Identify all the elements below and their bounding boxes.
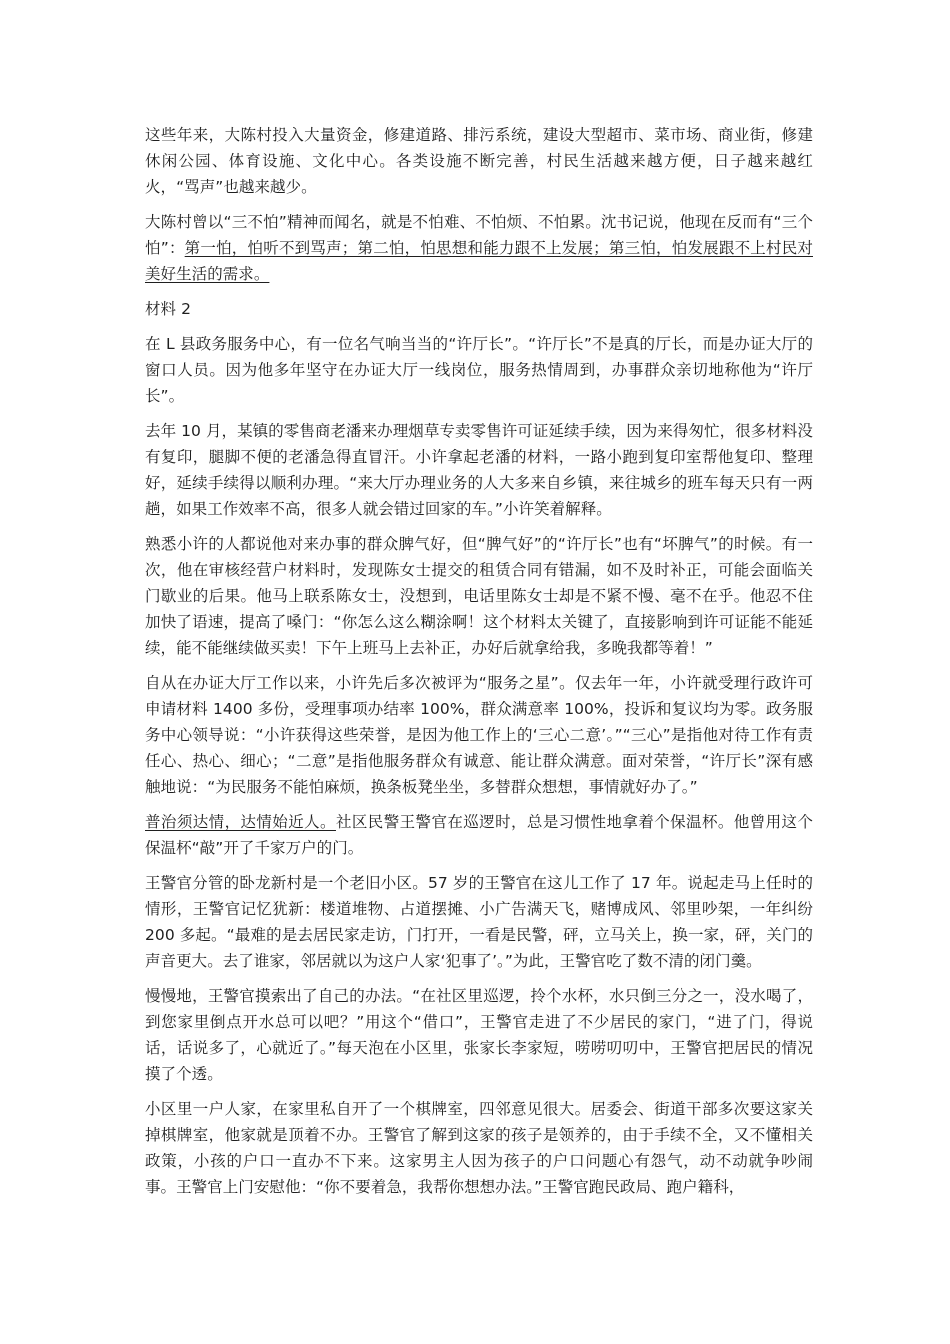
paragraph-2-underlined: 第一怕，怕听不到骂声；第二怕，怕思想和能力跟不上发展；第三怕，怕发展跟不上村民对美好生活的需求。: [145, 239, 813, 283]
paragraph-7-rest: 社区民警王警官在巡逻时，总是习惯性地拿着个保温杯。他曾用这个保温杯“敲”开了千家万户的门。: [145, 813, 813, 857]
paragraph-10: 小区里一户人家，在家里私自开了一个棋牌室，四邻意见很大。居委会、街道干部多次要这家关掉棋牌室，他家就是顶着不办。王警官了解到这家的孩子是领养的，由于手续不全，又不懂相关政策，小孩的户口一直办不下来。这家男主人因为孩子的户口问题心有怨气，动不动就争吵闹事。王警官上门安慰他：“你不要着急，我帮你想想办法。”王警官跑民政局、跑户籍科，: [145, 1100, 813, 1196]
paragraph-4: 去年 10 月，某镇的零售商老潘来办理烟草专卖零售许可证延续手续，因为来得匆忙，很多材料没有复印，腿脚不便的老潘急得直冒汗。小许拿起老潘的材料，一路小跑到复印室帮他复印、整理好，延续手续得以顺利办理。“来大厅办理业务的人大多来自乡镇，来往城乡的班车每天只有一两趟，如果工作效率不高，很多人就会错过回家的车。”小许笑着解释。: [145, 422, 813, 518]
paragraph-8: 王警官分管的卧龙新村是一个老旧小区。57 岁的王警官在这儿工作了 17 年。说起走马上任时的情形，王警官记忆犹新：楼道堆物、占道摆摊、小广告满天飞，赌博成风、邻里吵架，一年纠纷 200 多起。“最难的是去居民家走访，门打开，一看是民警，砰，立马关上，换一家，砰，关门的声音更大。去了谁家，邻居就以为这户人家‘犯事了’。”为此，王警官吃了数不清的闭门羹。: [145, 874, 813, 970]
section-title: 材料 2: [145, 300, 191, 318]
paragraph-3: 在 L 县政务服务中心，有一位名气响当当的“许厅长”。“许厅长”不是真的厅长，而是办证大厅的窗口人员。因为他多年坚守在办证大厅一线岗位，服务热情周到，办事群众亲切地称他为“许厅长”。: [145, 335, 813, 405]
document-body: [145, 122, 813, 1209]
paragraph-2: [145, 209, 813, 287]
paragraph-2-lead: 大陈村曾以“三不怕”精神而闻名，就是不怕难、不怕烦、不怕累。沈书记说，他现在反而有“三个怕”：: [145, 213, 813, 257]
paragraph-6: 自从在办证大厅工作以来，小许先后多次被评为“服务之星”。仅去年一年，小许就受理行政许可申请材料 1400 多份，受理事项办结率 100%，群众满意率 100%，投诉和复议均为零。政务服务中心领导说：“小许获得这些荣誉，是因为他工作上的‘三心二意’。”“三心”是指他对待工作有责任心、热心、细心；“二意”是指他服务群众有诚意、能让群众满意。面对荣誉，“许厅长”深有感触地说：“为民服务不能怕麻烦，换条板凳坐坐，多替群众想想，事情就好办了。”: [145, 674, 813, 796]
paragraph-7: [145, 809, 813, 861]
paragraph-5: 熟悉小许的人都说他对来办事的群众脾气好，但“脾气好”的“许厅长”也有“坏脾气”的时候。有一次，他在审核经营户材料时，发现陈女士提交的租赁合同有错漏，如不及时补正，可能会面临关门歇业的后果。他马上联系陈女士，没想到，电话里陈女士却是不紧不慢、毫不在乎。他忍不住加快了语速，提高了嗓门：“你怎么这么糊涂啊！这个材料太关键了，直接影响到许可证能不能延续，能不能继续做买卖！下午上班马上去补正，办好后就拿给我，多晚我都等着！”: [145, 535, 813, 657]
paragraph-9: 慢慢地，王警官摸索出了自己的办法。“在社区里巡逻，拎个水杯，水只倒三分之一，没水喝了，到您家里倒点开水总可以吧？”用这个“借口”，王警官走进了不少居民的家门，“进了门，得说话，话说多了，心就近了。”每天泡在小区里，张家长李家短，唠唠叨叨中，王警官把居民的情况摸了个透。: [145, 987, 813, 1083]
paragraph-1: 这些年来，大陈村投入大量资金，修建道路、排污系统，建设大型超市、菜市场、商业街，修建休闲公园、体育设施、文化中心。各类设施不断完善，村民生活越来越方便，日子越来越红火，“骂声”也越来越少。: [145, 126, 813, 196]
paragraph-7-underlined: 普治须达情，达情始近人。: [145, 813, 336, 831]
